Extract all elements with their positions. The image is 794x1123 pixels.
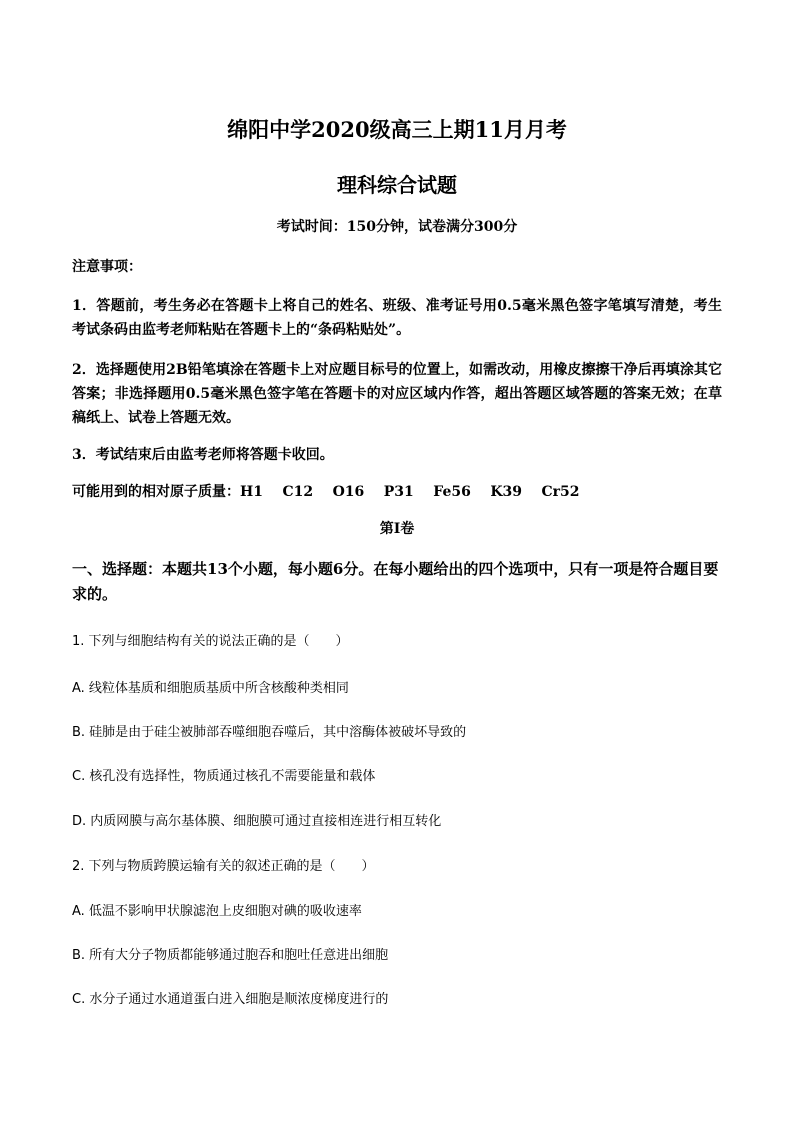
- exam-info: 考试时间：150分钟，试卷满分300分: [276, 219, 518, 235]
- atomic-mass-line: 可能用到的相对原子质量：H1 C12 O16 P31 Fe56 K39 Cr52: [72, 484, 580, 500]
- question-2-stem: 2. 下列与物质跨膜运输有关的叙述正确的是（ ）: [72, 859, 375, 874]
- section-heading: 一、选择题：本题共13个小题，每小题6分。在每小题给出的四个选项中，只有一项是符合题目要求的。: [72, 560, 719, 603]
- exam-title: 绵阳中学2020级高三上期11月月考: [227, 117, 567, 142]
- question-1-stem: 1. 下列与细胞结构有关的说法正确的是（ ）: [72, 634, 349, 649]
- notice-item-3: 3．考试结束后由监考老师将答题卡收回。: [72, 447, 334, 463]
- notice-item-1: 1．答题前，考生务必在答题卡上将自己的姓名、班级、准考证号用0.5毫米黑色签字笔填写清楚，考生考试条码由监考老师粘贴在答题卡上的“条码粘贴处”。: [72, 298, 722, 338]
- question-2-option-b: B. 所有大分子物质都能够通过胞吞和胞吐任意进出细胞: [72, 948, 389, 963]
- question-1-option-b: B. 硅肺是由于硅尘被肺部吞噬细胞吞噬后，其中溶酶体被破坏导致的: [72, 725, 467, 740]
- question-2-option-a: A. 低温不影响甲状腺滤泡上皮细胞对碘的吸收速率: [72, 904, 362, 919]
- question-2-option-c: C. 水分子通过水通道蛋白进入细胞是顺浓度梯度进行的: [72, 992, 389, 1007]
- question-1-option-a: A. 线粒体基质和细胞质基质中所含核酸种类相同: [72, 681, 349, 696]
- question-1-option-c: C. 核孔没有选择性，物质通过核孔不需要能量和载体: [72, 769, 376, 784]
- volume-title: 第Ⅰ卷: [379, 521, 415, 537]
- exam-subtitle: 理科综合试题: [337, 173, 457, 197]
- question-1-option-d: D. 内质网膜与高尔基体膜、细胞膜可通过直接相连进行相互转化: [72, 814, 442, 829]
- notice-heading: 注意事项：: [72, 259, 142, 275]
- notice-item-2: 2．选择题使用2B铅笔填涂在答题卡上对应题目标号的位置上，如需改动，用橡皮擦擦干净后再填涂其它答案；非选择题用0.5毫米黑色签字笔在答题卡的对应区域内作答，超出答题区域答题的答案无效；在草稿纸上、试卷上答题无效。: [72, 362, 722, 426]
